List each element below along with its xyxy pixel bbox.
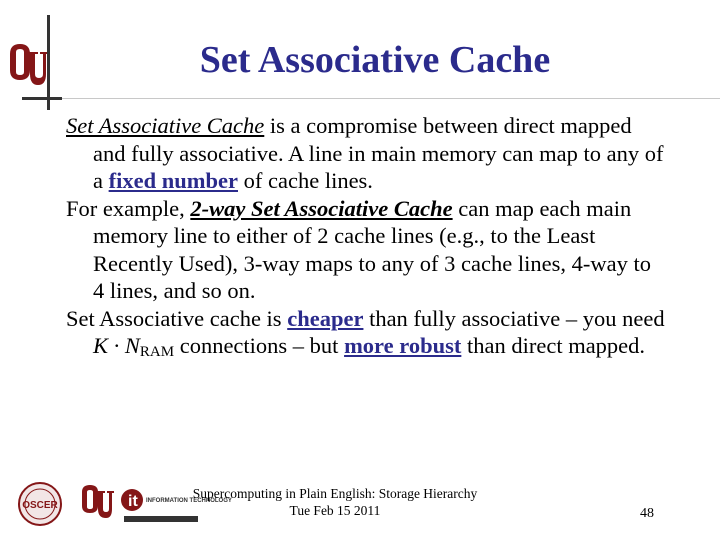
paragraph-1 bbox=[66, 112, 666, 195]
formula-k-n: K · N bbox=[93, 333, 140, 358]
vertical-rule bbox=[47, 15, 50, 110]
svg-text:OSCER: OSCER bbox=[22, 500, 58, 511]
paragraph-text: than direct mapped. bbox=[461, 333, 646, 358]
paragraph-text: Set Associative cache is bbox=[66, 305, 288, 331]
paragraph-text: For example, bbox=[66, 195, 191, 221]
horizontal-rule-accent bbox=[22, 97, 62, 100]
footer-logos bbox=[16, 480, 232, 528]
footer-course-title: Supercomputing in Plain English: Storage Hierarchy bbox=[192, 486, 478, 501]
svg-text:it: it bbox=[128, 493, 138, 510]
paragraph-text: can map each main memory line to either of 2 cache lines (e.g., to the Least Recently Used), 3-way maps to any of 3 cache lines, 4-way to 4 lines, and so on. bbox=[93, 195, 651, 303]
horizontal-rule bbox=[22, 98, 720, 99]
ou-logo-icon bbox=[8, 40, 50, 94]
paragraph-2 bbox=[66, 195, 666, 305]
keyword-cheaper: cheaper bbox=[287, 305, 364, 331]
footer-date: Tue Feb 15 2011 bbox=[289, 503, 381, 518]
formula-subscript: RAM bbox=[139, 344, 175, 360]
slide-title: Set Associative Cache bbox=[199, 39, 551, 81]
paragraph-text: is a compromise between direct mapped and fully associative. A line in main memory can map to any of a bbox=[93, 113, 664, 193]
paragraph-text: of cache lines. bbox=[238, 168, 373, 193]
paragraph-3 bbox=[66, 305, 666, 367]
term-2-way-set-associative-cache: 2-way Set Associative Cache bbox=[190, 195, 453, 221]
footer-text bbox=[185, 485, 485, 519]
slide-body bbox=[66, 112, 666, 367]
oscer-logo-icon bbox=[19, 483, 61, 525]
page-number: 48 bbox=[640, 506, 654, 521]
term-set-associative-cache: Set Associative Cache bbox=[66, 113, 265, 138]
keyword-fixed-number: fixed number bbox=[108, 168, 238, 193]
formula bbox=[93, 333, 140, 358]
svg-text:INFORMATION TECHNOLOGY: INFORMATION TECHNOLOGY bbox=[146, 498, 232, 504]
paragraph-text: connections – but bbox=[174, 333, 345, 358]
keyword-more-robust: more robust bbox=[344, 333, 462, 358]
paragraph-text: than fully associative – you need bbox=[363, 305, 665, 331]
ou-logo-icon bbox=[82, 485, 114, 518]
